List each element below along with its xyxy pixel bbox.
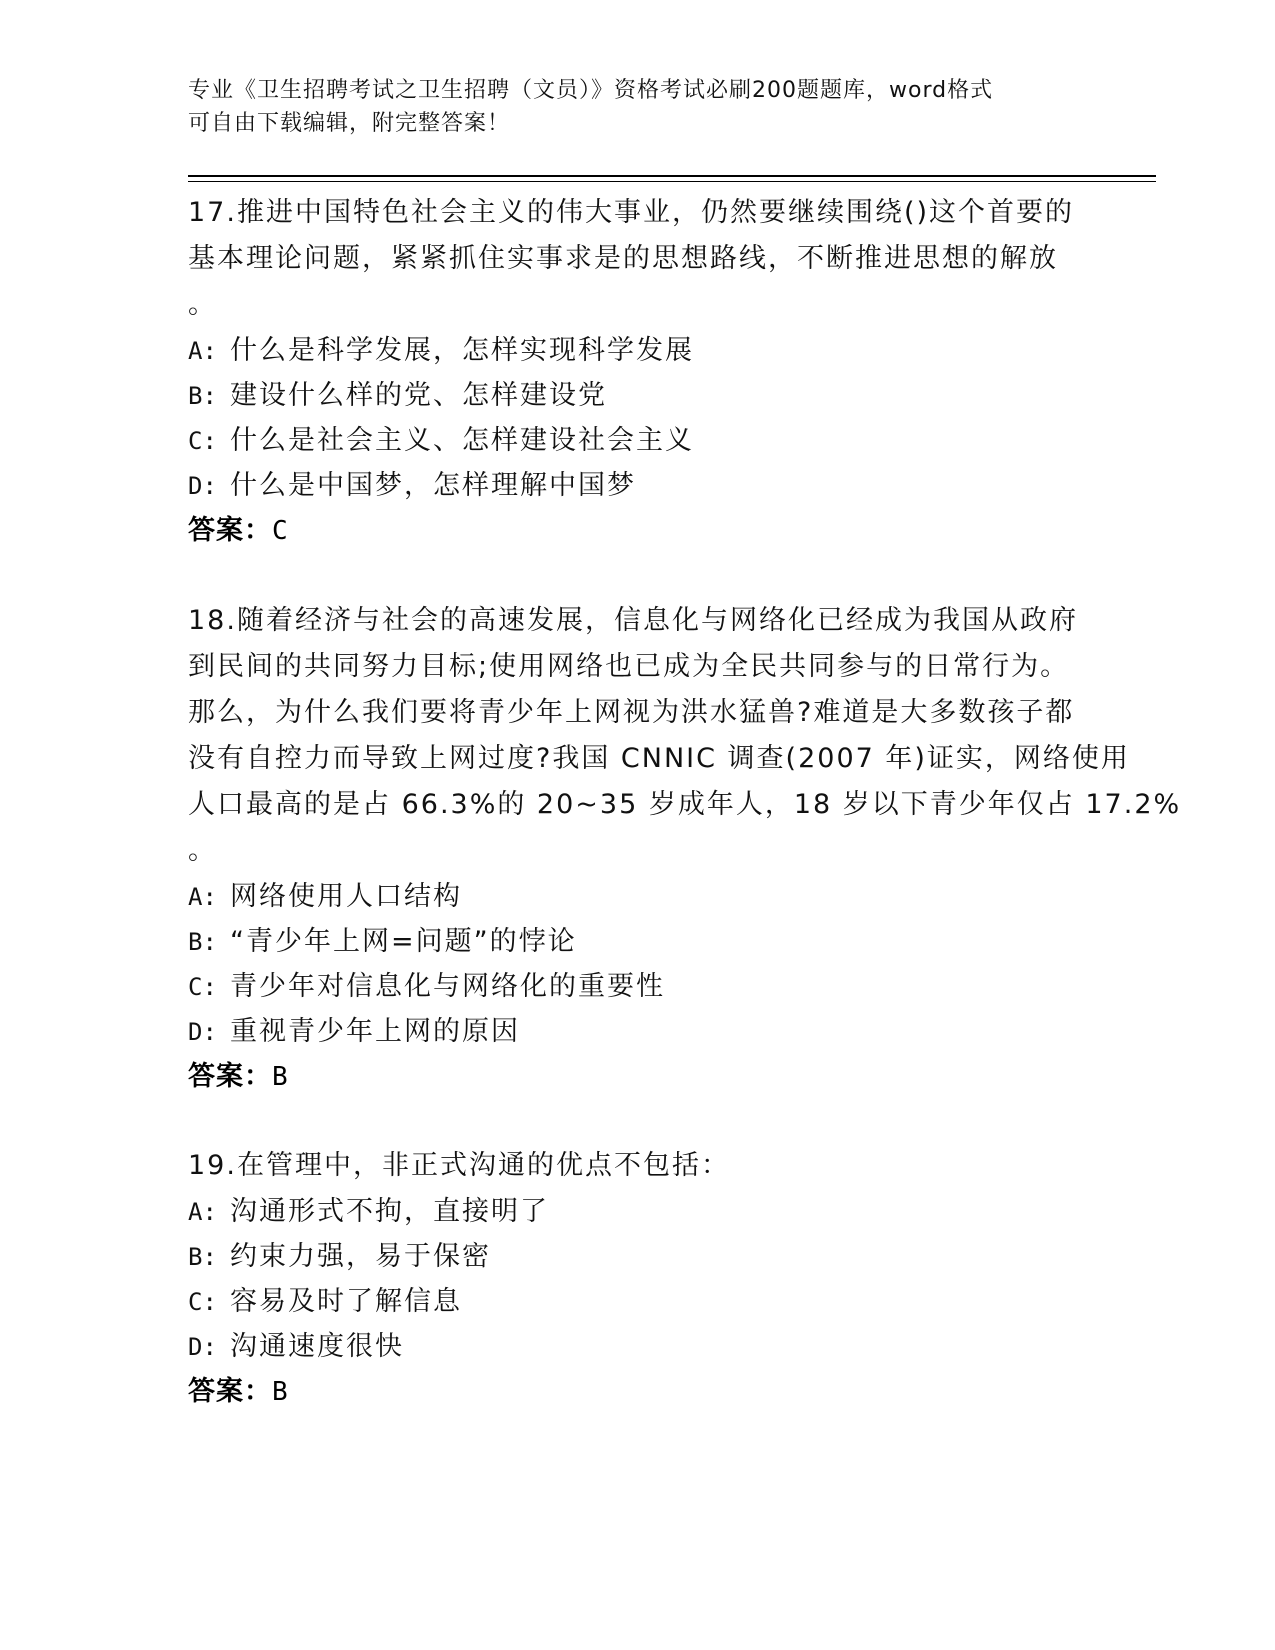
option-text: 重视青少年上网的原因 <box>230 1016 520 1047</box>
option-text: 约束力强，易于保密 <box>230 1241 491 1272</box>
question-17 <box>188 190 1088 554</box>
header-rule-thick <box>188 175 1156 177</box>
question-stem-line: 17.推进中国特色社会主义的伟大事业，仍然要继续围绕()这个首要的 <box>188 197 1075 228</box>
option-a <box>188 328 1088 373</box>
question-stem-line: 19.在管理中，非正式沟通的优点不包括： <box>188 1150 730 1181</box>
option-key: B: <box>188 928 217 956</box>
answer-label: 答案： <box>188 1061 272 1092</box>
option-key: C: <box>188 427 217 455</box>
option-key: B: <box>188 1243 217 1271</box>
option-c <box>188 964 1088 1009</box>
option-text: 什么是社会主义、怎样建设社会主义 <box>230 425 694 456</box>
option-text: 网络使用人口结构 <box>230 881 462 912</box>
option-d <box>188 1009 1088 1054</box>
option-key: A: <box>188 337 217 365</box>
question-18 <box>188 598 1182 1100</box>
answer-value: B <box>272 1377 289 1407</box>
option-text: 建设什么样的党、怎样建设党 <box>230 380 607 411</box>
option-c <box>188 1279 1088 1324</box>
option-text: 容易及时了解信息 <box>230 1286 462 1317</box>
answer-label: 答案： <box>188 1376 272 1407</box>
question-stem-line: 18.随着经济与社会的高速发展，信息化与网络化已经成为我国从政府 <box>188 605 1078 636</box>
question-stem-line: 。 <box>188 835 217 866</box>
question-stem-line: 那么，为什么我们要将青少年上网视为洪水猛兽?难道是大多数孩子都 <box>188 697 1075 728</box>
option-text: 沟通形式不拘，直接明了 <box>230 1196 549 1227</box>
option-key: D: <box>188 472 217 500</box>
question-stem-line: 没有自控力而导致上网过度?我国 CNNIC 调查(2007 年)证实，网络使用 <box>188 743 1130 774</box>
option-c <box>188 418 1088 463</box>
answer-value: B <box>272 1062 289 1092</box>
question-stem-line: 基本理论问题，紧紧抓住实事求是的思想路线，不断推进思想的解放 <box>188 243 1058 274</box>
answer-value: C <box>272 516 289 546</box>
answer <box>188 508 1088 554</box>
question-stem-line: 人口最高的是占 66.3%的 20~35 岁成年人，18 岁以下青少年仅占 17.2% <box>188 789 1182 820</box>
option-key: A: <box>188 883 217 911</box>
option-key: A: <box>188 1198 217 1226</box>
document-header <box>188 74 1088 140</box>
option-key: C: <box>188 1288 217 1316</box>
answer-label: 答案： <box>188 515 272 546</box>
option-b <box>188 1234 1088 1279</box>
answer <box>188 1054 1088 1100</box>
question-stem-line: 。 <box>188 289 217 320</box>
option-b <box>188 919 1088 964</box>
option-key: D: <box>188 1333 217 1361</box>
header-line-2: 可自由下载编辑，附完整答案！ <box>188 111 511 136</box>
option-d <box>188 1324 1088 1369</box>
answer <box>188 1369 1088 1415</box>
question-19 <box>188 1143 1088 1415</box>
option-key: B: <box>188 382 217 410</box>
option-a <box>188 874 1088 919</box>
option-text: 沟通速度很快 <box>230 1331 404 1362</box>
option-a <box>188 1189 1088 1234</box>
option-key: C: <box>188 973 217 1001</box>
header-rule-thin <box>188 181 1156 182</box>
option-b <box>188 373 1088 418</box>
question-stem-line: 到民间的共同努力目标;使用网络也已成为全民共同参与的日常行为。 <box>188 651 1070 682</box>
option-key: D: <box>188 1018 217 1046</box>
option-text: 青少年对信息化与网络化的重要性 <box>230 971 665 1002</box>
option-text: 什么是科学发展，怎样实现科学发展 <box>230 335 694 366</box>
option-text: 什么是中国梦，怎样理解中国梦 <box>230 470 636 501</box>
header-line-1: 专业《卫生招聘考试之卫生招聘（文员）》资格考试必刷200题题库，word格式 <box>188 78 994 103</box>
option-text: “青少年上网=问题”的悖论 <box>230 926 577 957</box>
option-d <box>188 463 1088 508</box>
